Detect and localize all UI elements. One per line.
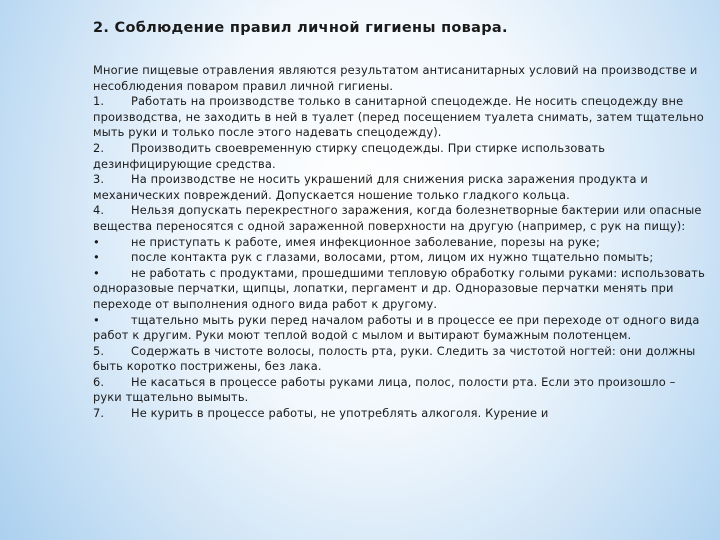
bullet-item: [93, 313, 705, 344]
list-item-text: Не курить в процессе работы, не употреблять алкоголя. Курение и: [131, 406, 549, 421]
list-item-text: На производстве не носить украшений для снижения риска заражения продукта и механических повреждений. Допускается ношение только гладкого кольца.: [93, 172, 648, 202]
bullet-item-text: тщательно мыть руки перед началом работы и в процессе ее при переходе от одного вида работ к другим. Руки моют теплой водой с мылом и вытирают бумажным полотенцем.: [93, 312, 700, 343]
list-marker: 2.: [93, 140, 105, 155]
slide-body: [93, 63, 705, 422]
bullet-item: [93, 250, 705, 266]
list-item: [93, 94, 705, 141]
list-item-text: Производить своевременную стирку спецодежды. При стирке использовать дезинфицирующие средства.: [93, 140, 606, 171]
list-item-text: Содержать в чистоте волосы, полость рта, руки. Следить за чистотой ногтей: они должны быть коротко пострижены, без лака.: [93, 343, 696, 374]
list-item-text: Нельзя допускать перекрестного заражения, когда болезнетворные бактерии или опасные вещества переносятся с одной зараженной поверхности на другую (например, с рук на пищу):: [93, 203, 702, 233]
list-item-text: Работать на производстве только в санитарной спецодежде. Не носить спецодежду вне производства, не заходить в ней в туалет (перед посещением туалета снимать, затем тщательно мыть руки и только после этого надевать спецодежду).: [93, 94, 704, 140]
list-marker: 4.: [93, 203, 105, 218]
list-marker: 5.: [93, 343, 105, 358]
bullet-marker: •: [93, 250, 100, 265]
bullet-item-text: после контакта рук с глазами, волосами, ртом, лицом их нужно тщательно помыть;: [131, 250, 654, 265]
list-marker: 6.: [93, 374, 105, 389]
list-item: [93, 344, 705, 375]
list-marker: 3.: [93, 172, 105, 187]
list-item-text: Не касаться в процессе работы руками лица, полос, полости рта. Если это произошло – руки тщательно вымыть.: [93, 374, 676, 405]
bullet-item: [93, 235, 705, 251]
list-item: [93, 375, 705, 406]
list-item: [93, 172, 705, 203]
list-item: [93, 406, 705, 422]
bullet-marker: •: [93, 312, 100, 327]
intro-paragraph: Многие пищевые отравления являются результатом антисанитарных условий на производстве и несоблюдения поваром правил личной гигиены.: [93, 63, 698, 93]
list-marker: 1.: [93, 94, 105, 109]
list-marker: 7.: [93, 406, 105, 421]
list-item: [93, 141, 705, 172]
bullet-marker: •: [93, 234, 100, 249]
list-item: [93, 203, 705, 234]
bullet-item-text: не работать с продуктами, прошедшими тепловую обработку голыми руками: использовать одноразовые перчатки, щипцы, лопатки, пергамент и др. Одноразовые перчатки менять при переходе от выполнения одного вида работ к другому.: [93, 265, 705, 311]
bullet-item: [93, 266, 705, 313]
slide-title: 2. Соблюдение правил личной гигиены повара.: [93, 20, 508, 36]
bullet-item-text: не приступать к работе, имея инфекционное заболевание, порезы на руке;: [131, 234, 601, 249]
bullet-marker: •: [93, 265, 100, 280]
